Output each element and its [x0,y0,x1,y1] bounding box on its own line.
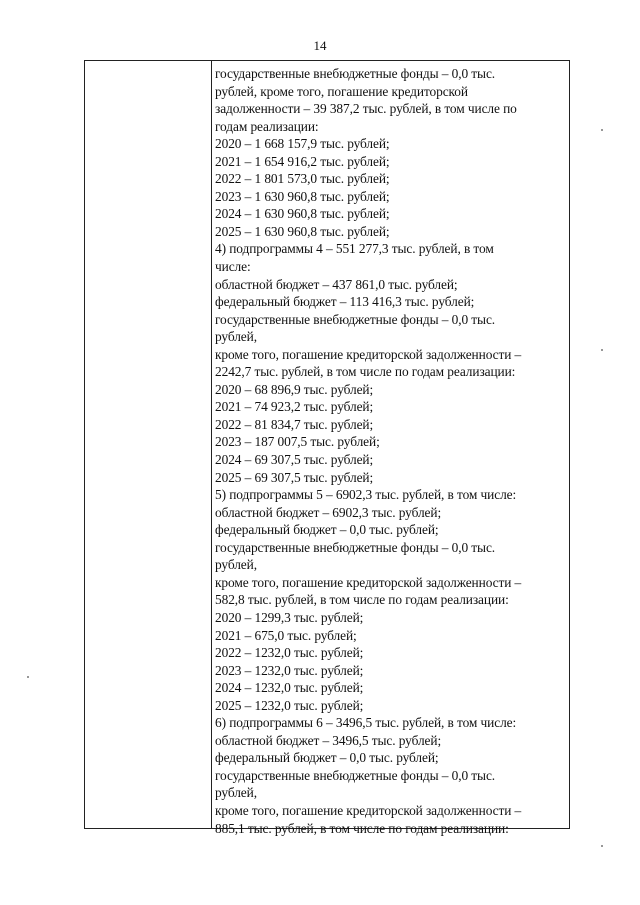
text-line: 2023 – 1 630 960,8 тыс. рублей; [215,188,390,204]
text-line: кроме того, погашение кредиторской задолженности – [215,346,522,362]
text-line: 2021 – 675,0 тыс. рублей; [215,627,357,643]
text-line: государственные внебюджетные фонды – 0,0 тыс. [215,767,496,783]
text-line: рублей, [215,785,257,801]
text-line: государственные внебюджетные фонды – 0,0 тыс. [215,539,496,555]
text-line: годам реализации: [215,118,319,134]
text-line: задолженности – 39 387,2 тыс. рублей, в том числе по [215,101,517,117]
text-line: 2020 – 1 668 157,9 тыс. рублей; [215,136,390,152]
text-line: 2020 – 1299,3 тыс. рублей; [215,609,364,625]
table-left-cell [85,61,211,828]
text-line: 2020 – 68 896,9 тыс. рублей; [215,381,374,397]
text-line: 2024 – 1 630 960,8 тыс. рублей; [215,206,390,222]
text-line: областной бюджет – 437 861,0 тыс. рублей; [215,276,458,292]
text-line: государственные внебюджетные фонды – 0,0 тыс. [215,311,496,327]
document-table [84,60,570,836]
table-right-cell [215,65,567,837]
text-line: 2022 – 81 834,7 тыс. рублей; [215,416,374,432]
text-line: рублей, [215,329,257,345]
text-line: кроме того, погашение кредиторской задолженности – [215,802,522,818]
text-line: 2021 – 74 923,2 тыс. рублей; [215,399,374,415]
scan-speck [601,349,603,351]
text-line: 2022 – 1232,0 тыс. рублей; [215,645,364,661]
scan-speck [601,129,603,131]
text-line: числе: [215,259,251,275]
text-line: 2023 – 1232,0 тыс. рублей; [215,662,364,678]
text-line: федеральный бюджет – 0,0 тыс. рублей; [215,522,439,538]
scan-speck [601,845,603,847]
text-line: 6) подпрограммы 6 – 3496,5 тыс. рублей, в том числе: [215,715,517,731]
text-line: 4) подпрограммы 4 – 551 277,3 тыс. рублей, в том [215,241,494,257]
text-line: рублей, кроме того, погашение кредиторской [215,83,468,99]
text-line: 2025 – 69 307,5 тыс. рублей; [215,469,374,485]
column-divider [211,61,212,828]
text-line: 2023 – 187 007,5 тыс. рублей; [215,434,380,450]
text-line: 2242,7 тыс. рублей, в том числе по годам реализации: [215,364,516,380]
text-line: 582,8 тыс. рублей, в том числе по годам реализации: [215,592,509,608]
text-line: 5) подпрограммы 5 – 6902,3 тыс. рублей, в том числе: [215,487,517,503]
text-line: рублей, [215,557,257,573]
text-line: областной бюджет – 6902,3 тыс. рублей; [215,504,442,520]
scan-speck [27,676,29,678]
text-line: 885,1 тыс. рублей, в том числе по годам реализации: [215,820,509,836]
text-line: федеральный бюджет – 0,0 тыс. рублей; [215,750,439,766]
text-line: 2025 – 1 630 960,8 тыс. рублей; [215,223,390,239]
text-line: 2024 – 1232,0 тыс. рублей; [215,680,364,696]
text-line: 2024 – 69 307,5 тыс. рублей; [215,452,374,468]
text-line: 2022 – 1 801 573,0 тыс. рублей; [215,171,390,187]
text-line: государственные внебюджетные фонды – 0,0 тыс. [215,66,496,81]
text-line: федеральный бюджет – 113 416,3 тыс. рублей; [215,294,475,310]
text-line: 2025 – 1232,0 тыс. рублей; [215,697,364,713]
text-line: 2021 – 1 654 916,2 тыс. рублей; [215,153,390,169]
page-number: 14 [313,38,327,53]
text-line: областной бюджет – 3496,5 тыс. рублей; [215,732,442,748]
text-line: кроме того, погашение кредиторской задолженности – [215,574,522,590]
